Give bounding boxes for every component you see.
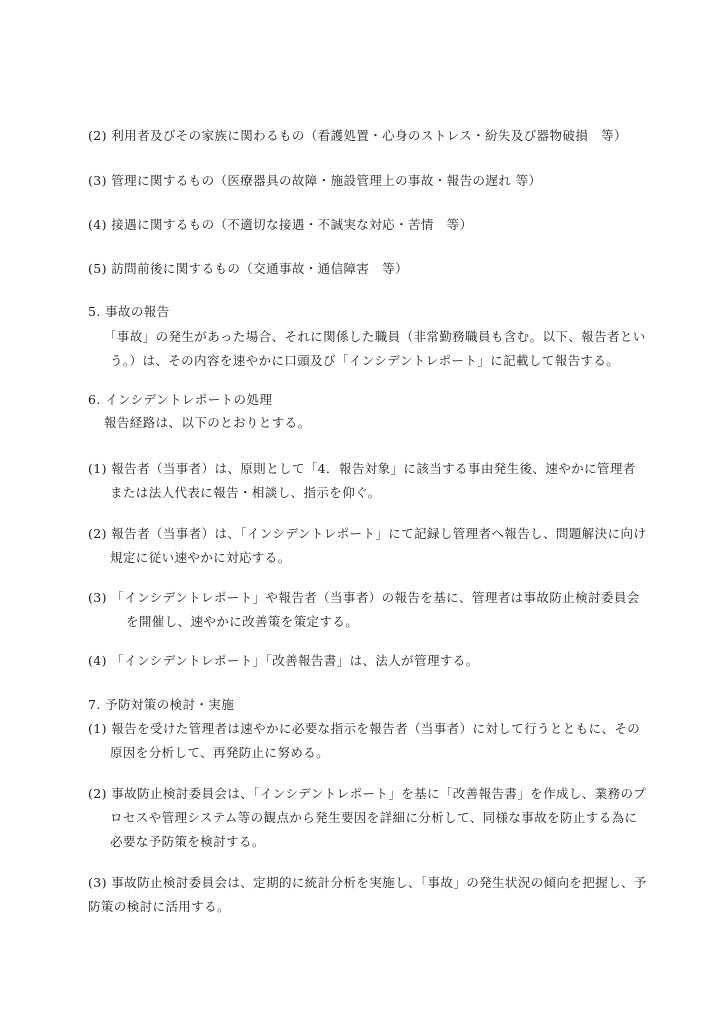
list-item-continuation: 原因を分析して、再発防止に努める。 [110,745,330,760]
list-item: (2) 報告者（当事者）は、「インシデントレポート」にて記録し管理者へ報告し、問題解決に向け [88,526,647,541]
paragraph-line: 「事故」の発生があった場合、それに関係した職員（非常勤務職員も含む。以下、報告者とい [104,329,646,344]
list-item-continuation: または法人代表に報告・相談し、指示を仰ぐ。 [110,485,381,500]
list-item: (4) 「インシデントレポート」「改善報告書」は、法人が管理する。 [88,653,479,668]
list-item-continuation: ロセスや管理システム等の観点から発生要因を詳細に分析して、同様な事故を防止する為に [110,810,638,825]
section-heading-7: 7. 予防対策の検討・実施 [88,697,235,712]
section-heading-6: 6. インシデントレポートの処理 [88,392,273,407]
list-item: (2) 利用者及びその家族に関わるもの（看護処置・心身のストレス・紛失及び器物破損 等） [88,128,627,143]
paragraph-line: う。）は、その内容を速やかに口頭及び「インシデントレポート」に記載して報告する。 [110,353,620,368]
list-item: (5) 訪問前後に関するもの（交通事故・通信障害 等） [88,261,408,276]
list-item: (4) 接遇に関するもの（不適切な接遇・不誠実な対応・苦情 等） [88,217,473,232]
list-item: (1) 報告を受けた管理者は速やかに必要な指示を報告者（当事者）に対して行うとともに、その [88,721,641,736]
list-item-continuation: 必要な予防策を検討する。 [110,834,265,849]
list-item: (3) 事故防止検討委員会は、定期的に統計分析を実施し、「事故」の発生状況の傾向を把握し、予 [88,875,647,890]
list-item: (3) 「インシデントレポート」や報告者（当事者）の報告を基に、管理者は事故防止検討委員会 [88,590,640,605]
list-item-continuation: 防策の検討に活用する。 [88,899,230,914]
list-item: (3) 管理に関するもの（医療器具の故障・施設管理上の事故・報告の遅れ 等） [88,173,542,188]
list-item-continuation: を開催し、速やかに改善策を策定する。 [126,614,359,629]
list-item-continuation: 規定に従い速やかに対応する。 [110,550,291,565]
paragraph-line: 報告経路は、以下のとおりとする。 [104,415,311,430]
list-item: (1) 報告者（当事者）は、原則として「4．報告対象」に該当する事由発生後、速やかに管理者 [88,461,636,476]
section-heading-5: 5. 事故の報告 [88,304,170,319]
list-item: (2) 事故防止検討委員会は、「インシデントレポート」を基に「改善報告書」を作成し、業務のプ [88,786,647,801]
